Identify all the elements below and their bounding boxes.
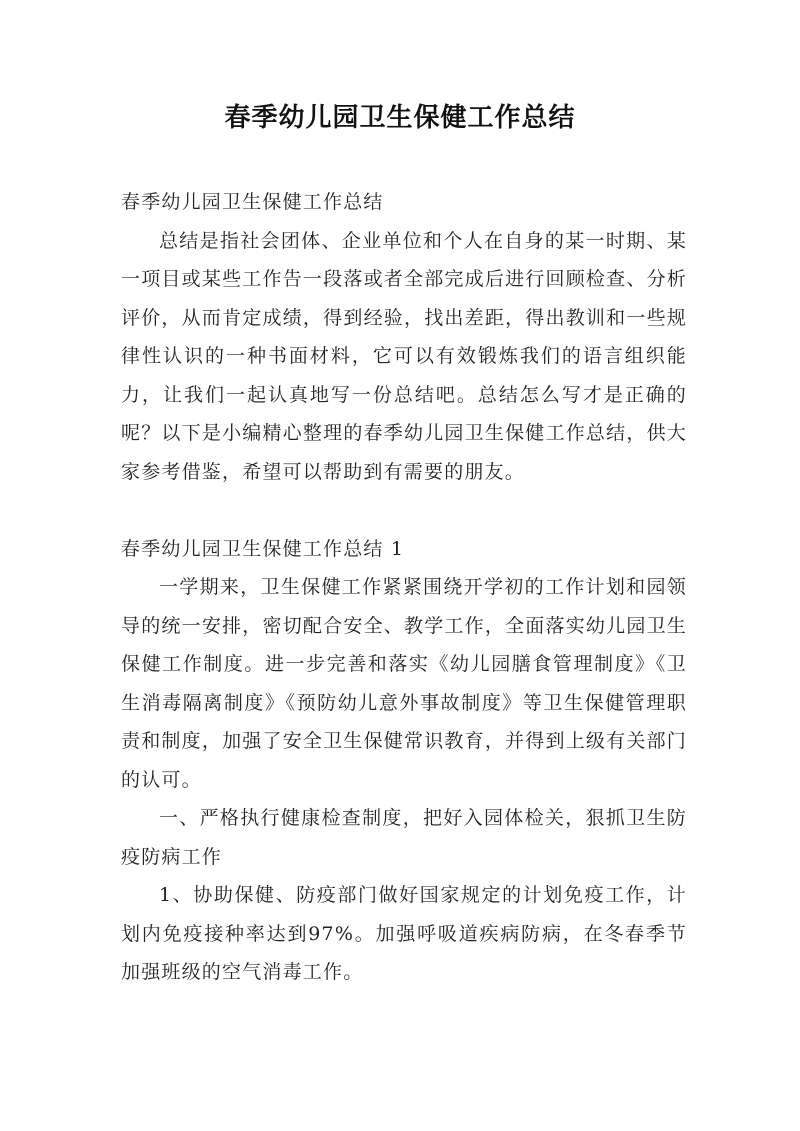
item-1-paragraph: 1、协助保健、防疫部门做好国家规定的计划免疫工作，计划内免疫接种率达到97%。加强呼吸道疾病防病，在冬春季节加强班级的空气消毒工作。 [121, 884, 687, 983]
section-1-heading: 春季幼儿园卫生保健工作总结 1 [121, 537, 405, 560]
document-body [121, 183, 687, 992]
paragraph-spacer [121, 491, 687, 530]
intro-paragraph: 总结是指社会团体、企业单位和个人在自身的某一时期、某一项目或某些工作告一段落或者全部完成后进行回顾检查、分析评价，从而肯定成绩，得到经验，找出差距，得出教训和一些规律性认识的一种书面材料，它可以有效锻炼我们的语言组织能力，让我们一起认真地写一份总结吧。总结怎么写才是正确的呢？以下是小编精心整理的春季幼儿园卫生保健工作总结，供大家参考借鉴，希望可以帮助到有需要的朋友。 [121, 229, 687, 483]
intro-heading: 春季幼儿园卫生保健工作总结 [121, 191, 384, 213]
document-title: 春季幼儿园卫生保健工作总结 [224, 103, 576, 133]
subsection-1-heading: 一、严格执行健康检查制度，把好入园体检关，狠抓卫生防疫防病工作 [121, 807, 687, 868]
section-1-paragraph: 一学期来，卫生保健工作紧紧围绕开学初的工作计划和园领导的统一安排，密切配合安全、教学工作，全面落实幼儿园卫生保健工作制度。进一步完善和落实《幼儿园膳食管理制度》《卫生消毒隔离制度》《预防幼儿意外事故制度》等卫生保健管理职责和制度，加强了安全卫生保健常识教育，并得到上级有关部门的认可。 [121, 576, 687, 791]
